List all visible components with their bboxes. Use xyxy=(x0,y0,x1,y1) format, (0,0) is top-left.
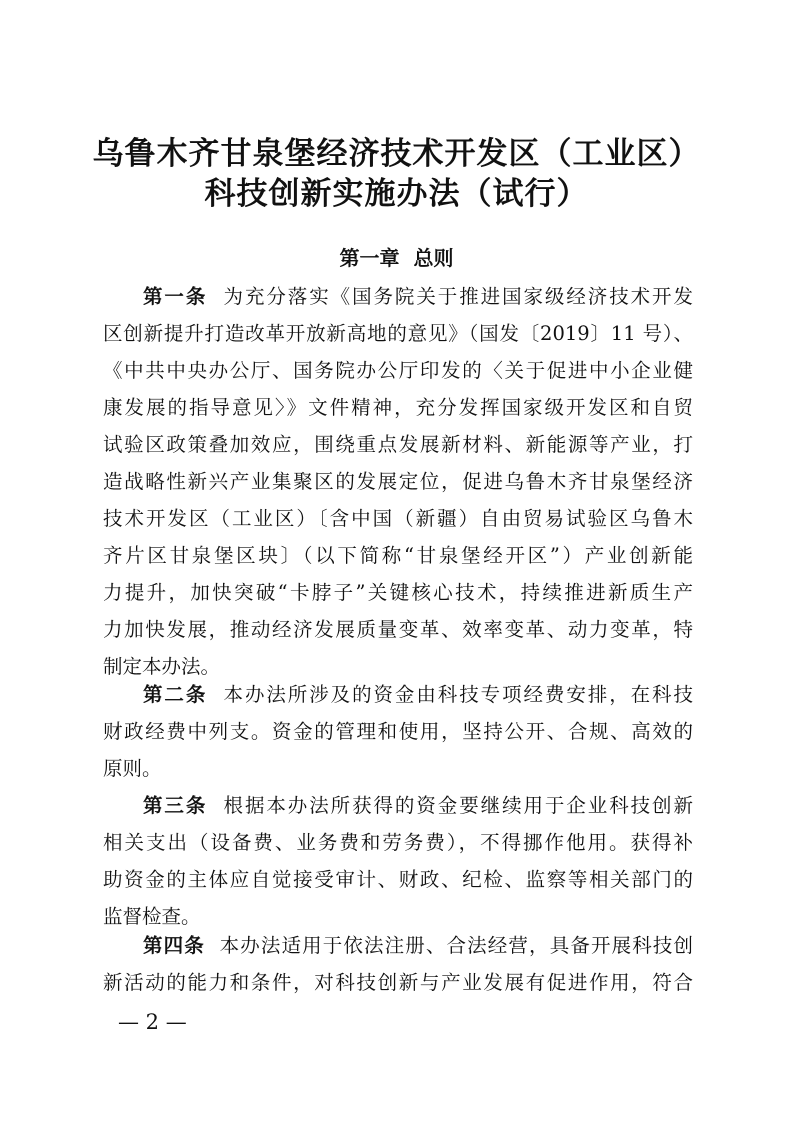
article-1-line-7: 技术开发区（工业区）〔含中国（新疆）自由贸易试验区乌鲁木 xyxy=(103,507,693,530)
article-3-line-3: 助资金的主体应自觉接受审计、财政、纪检、监察等相关部门的 xyxy=(103,868,693,891)
article-3-line-2: 相关支出（设备费、业务费和劳务费），不得挪作他用。获得补 xyxy=(103,831,693,854)
article-3-text: 根据本办法所获得的资金要继续用于企业科技创新 xyxy=(223,794,693,817)
article-3-line-1 xyxy=(143,788,693,824)
article-1-line-10: 力加快发展，推动经济发展质量变革、效率变革、动力变革，特 xyxy=(103,618,693,641)
article-1-text: 为充分落实《国务院关于推进国家级经济技术开发 xyxy=(223,285,693,308)
article-1-line-3: 《中共中央办公厅、国务院办公厅印发的〈关于促进中小企业健 xyxy=(103,359,693,382)
article-1-head: 第一条 xyxy=(143,285,208,308)
article-4-text: 本办法适用于依法注册、合法经营，具备开展科技创 xyxy=(219,934,693,957)
article-4-head: 第四条 xyxy=(143,934,205,957)
article-1-line-9: 力提升，加快突破“卡脖子”关键核心技术，持续推进新质生产 xyxy=(103,581,693,604)
article-1-line-5: 试验区政策叠加效应，围绕重点发展新材料、新能源等产业，打 xyxy=(103,433,693,456)
article-3-head: 第三条 xyxy=(143,794,208,817)
article-1-line-2: 区创新提升打造改革开放新高地的意见》（国发〔2019〕11 号）、 xyxy=(103,322,693,345)
article-1-line-1 xyxy=(143,279,693,315)
article-4-line-2: 新活动的能力和条件，对科技创新与产业发展有促进作用，符合 xyxy=(103,971,693,994)
document-title-line-1: 乌鲁木齐甘泉堡经济技术开发区（工业区） xyxy=(92,136,701,172)
article-2-head: 第二条 xyxy=(143,683,208,706)
article-2-line-3: 原则。 xyxy=(103,757,162,780)
article-2-text: 本办法所涉及的资金由科技专项经费安排，在科技 xyxy=(223,683,693,706)
article-1-line-4: 康发展的指导意见〉》文件精神，充分发挥国家级开发区和自贸 xyxy=(103,396,693,419)
article-3-line-4: 监督检查。 xyxy=(103,905,201,928)
article-2-line-2: 财政经费中列支。资金的管理和使用，坚持公开、合规、高效的 xyxy=(103,720,693,743)
article-1-line-11: 制定本办法。 xyxy=(103,655,221,678)
article-4-line-1 xyxy=(143,928,693,964)
article-2-line-1 xyxy=(143,677,693,713)
chapter-heading: 第一章 总则 xyxy=(339,246,454,270)
article-1-line-8: 齐片区甘泉堡区块〕（以下简称“甘泉堡经开区”）产业创新能 xyxy=(103,544,693,567)
page-number: — 2 — xyxy=(118,1010,187,1034)
document-title-line-2: 科技创新实施办法（试行） xyxy=(204,176,589,212)
article-1-line-6: 造战略性新兴产业集聚区的发展定位，促进乌鲁木齐甘泉堡经济 xyxy=(103,470,693,493)
